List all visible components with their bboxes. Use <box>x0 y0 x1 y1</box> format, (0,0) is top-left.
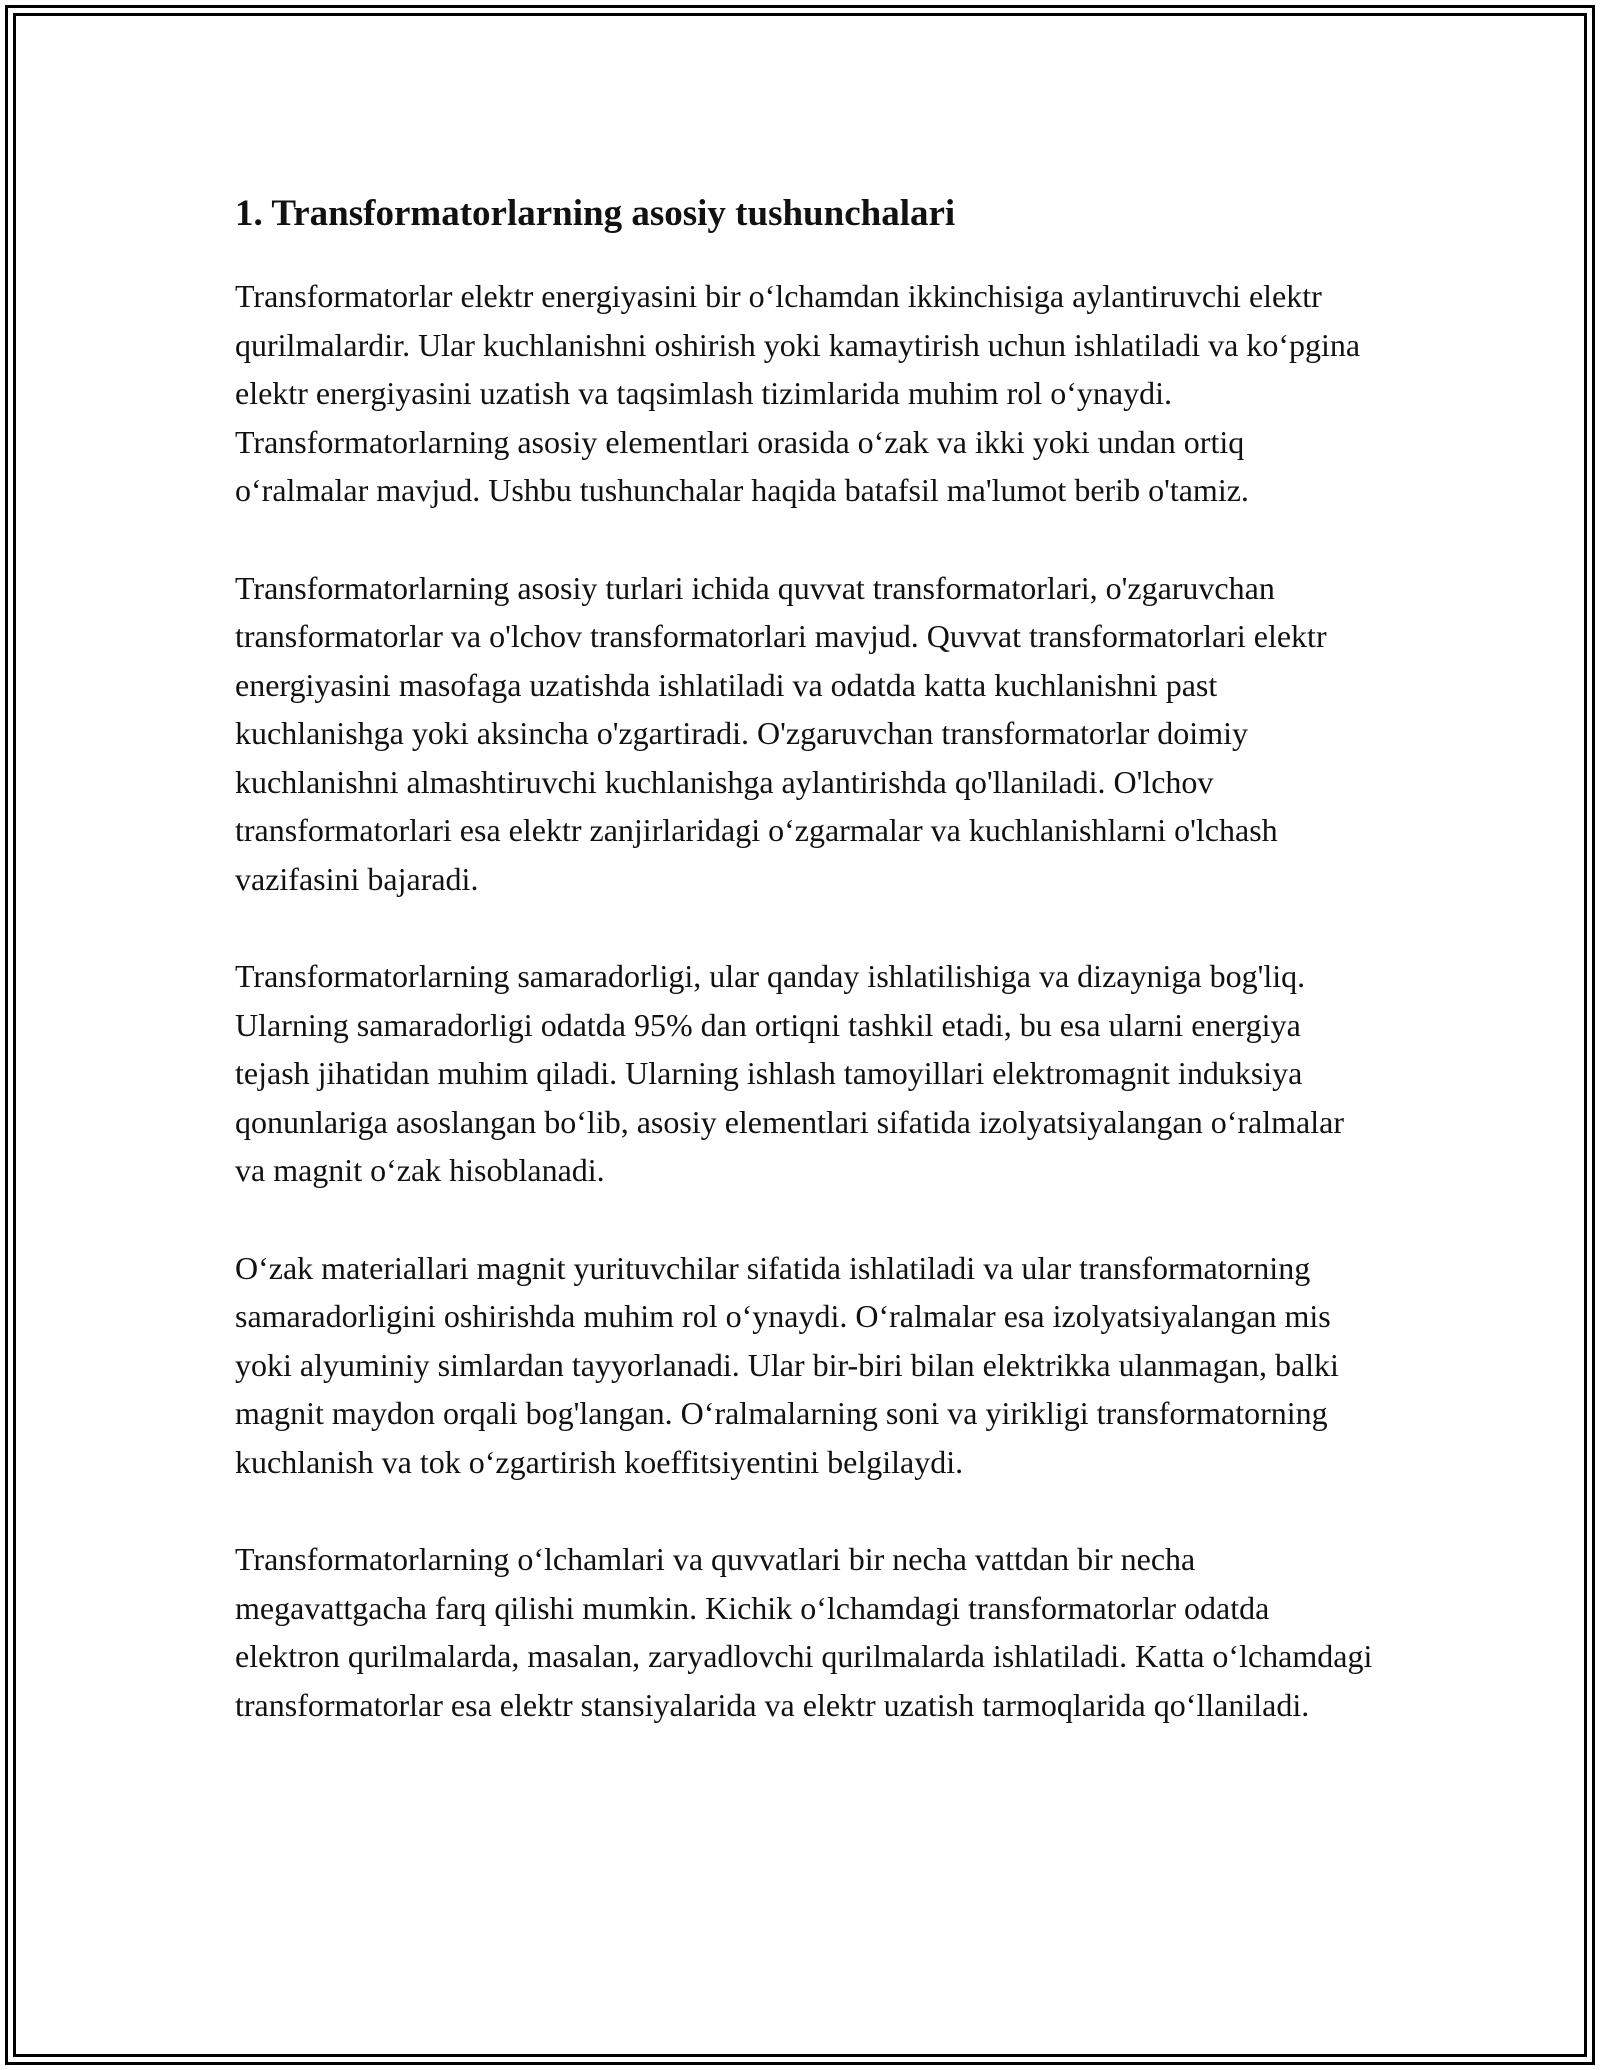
paragraph-intro: Transformatorlar elektr energiyasini bir o‘lchamdan ikkinchisiga aylantiruvchi elektr qurilmalardir. Ular kuchlanishni oshirish yoki kamaytirish uchun ishlatiladi va ko‘pgina elektr energiyasini uzatish va taqsimlash tizimlarida muhim rol o‘ynaydi. Transformatorlarning asosiy elementlari orasida o‘zak va ikki yoki undan ortiq o‘ralmalar mavjud. Ushbu tushunchalar haqida batafsil ma'lumot berib o'tamiz. <box>235 278 1361 508</box>
document-body <box>235 188 1380 1778</box>
paragraph-types: Transformatorlarning asosiy turlari ichida quvvat transformatorlari, o'zgaruvchan transformatorlar va o'lchov transformatorlari mavjud. Quvvat transformatorlari elektr energiyasini masofaga uzatishda ishlatiladi va odatda katta kuchlanishni past kuchlanishga yoki aksincha o'zgartiradi. O'zgaruvchan transformatorlar doimiy kuchlanishni almashtiruvchi kuchlanishga aylantirishda qo'llaniladi. O'lchov transformatorlari esa elektr zanjirlaridagi o‘zgarmalar va kuchlanishlarni o'lchash vazifasini bajaradi. <box>235 569 1327 897</box>
paragraph-core-windings: O‘zak materiallari magnit yurituvchilar sifatida ishlatiladi va ular transformatorning samaradorligini oshirishda muhim rol o‘ynaydi. O‘ralmalar esa izolyatsiyalangan mis yoki alyuminiy simlardan tayyorlanadi. Ular bir-biri bilan elektrikka ulanmagan, balki magnit maydon orqali bog'langan. O‘ralmalarning soni va yirikligi transformatorning kuchlanish va tok o‘zgartirish koeffitsiyentini belgilaydi. <box>235 1249 1339 1480</box>
section-heading: 1. Transformatorlarning asosiy tushunchalari <box>235 193 956 234</box>
paragraph-efficiency: Transformatorlarning samaradorligi, ular qanday ishlatilishiga va dizayniga bog'liq. Ularning samaradorligi odatda 95% dan ortiqni tashkil etadi, bu esa ularni energiya tejash jihatidan muhim qiladi. Ularning ishlash tamoyillari elektromagnit induksiya qonunlariga asoslangan bo‘lib, asosiy elementlari sifatida izolyatsiyalangan o‘ralmalar va magnit o‘zak hisoblanadi. <box>235 958 1344 1188</box>
paragraph-sizes: Transformatorlarning o‘lchamlari va quvvatlari bir necha vattdan bir necha megavattgacha farq qilishi mumkin. Kichik o‘lchamdagi transformatorlar odatda elektron qurilmalarda, masalan, zaryadlovchi qurilmalarda ishlatiladi. Katta o‘lchamdagi transformatorlar esa elektr stansiyalarida va elektr uzatish tarmoqlarida qo‘llaniladi. <box>235 1541 1373 1723</box>
